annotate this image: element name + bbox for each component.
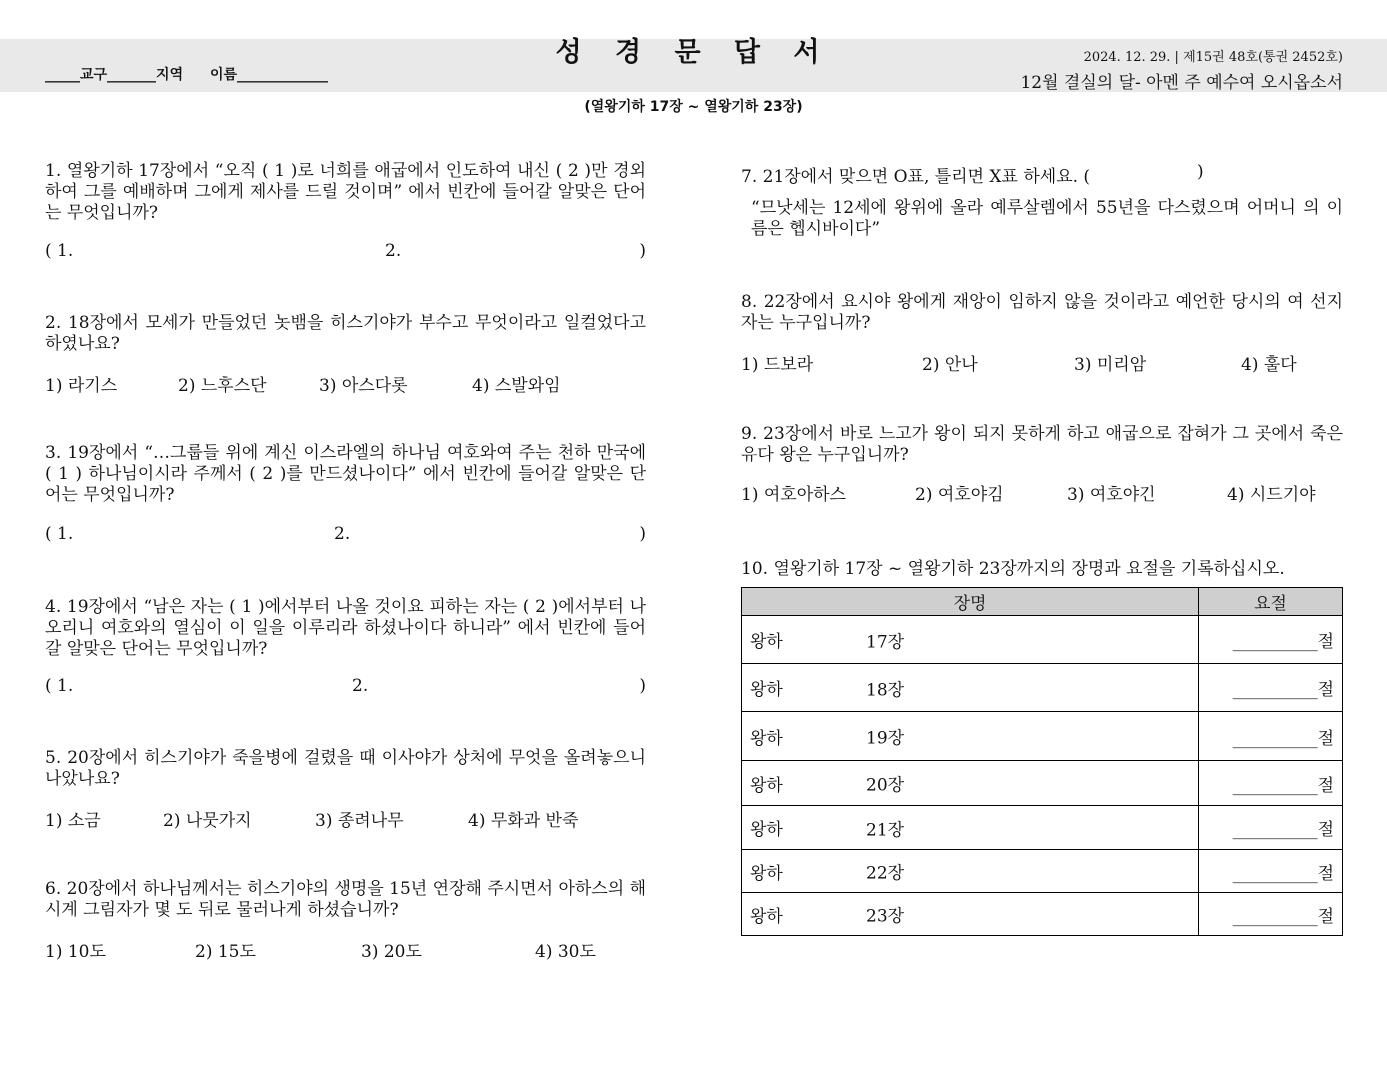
option: 2) 안나 xyxy=(922,355,978,375)
question-1: 1. 열왕기하 17장에서 “오직 ( 1 )로 너희를 애굽에서 인도하여 내신 ( 2 )만 경외하여 그를 예배하며 그에게 제사를 드릴 것이며” 에서 빈칸에 들어갈 알맞은 단어는 무엇입니까? xyxy=(45,161,646,223)
question-10 xyxy=(741,554,1343,579)
option: 3) 아스다롯 xyxy=(319,376,408,396)
table-row xyxy=(742,850,1343,893)
month-motto: 12월 결실의 달- 아멘 주 예수여 오시옵소서 xyxy=(1020,73,1343,93)
table-row xyxy=(742,664,1343,712)
option: 1) 여호아하스 xyxy=(741,485,846,505)
chapter-cell xyxy=(742,850,1199,893)
book-name: 왕하 xyxy=(750,775,783,796)
option: 1) 10도 xyxy=(45,942,106,962)
chapter-number: 23장 xyxy=(866,906,905,927)
verse-cell[interactable]: __________절 xyxy=(1199,664,1343,712)
question-5: 5. 20장에서 히스기야가 죽을병에 걸렸을 때 이사야가 상처에 무엇을 올려놓으니 나았나요? xyxy=(45,748,646,789)
question-7 xyxy=(741,162,1343,187)
option: 3) 20도 xyxy=(361,942,422,962)
option: 1) 소금 xyxy=(45,811,101,831)
question-4: 4. 19장에서 “남은 자는 ( 1 )에서부터 나올 것이요 피하는 자는 ( 2 )에서부터 나오리니 여호와의 열심이 이 일을 이루리라 하셨나이다 하니라” 에서 빈칸에 들어갈 알맞은 단어는 무엇입니까? xyxy=(45,597,646,659)
answer-close: ) xyxy=(639,676,646,696)
page-title: 성 경 문 답 서 xyxy=(555,37,832,68)
name-fill-line xyxy=(45,64,350,84)
table-row xyxy=(742,616,1343,664)
answer-line-3 xyxy=(45,524,646,546)
option: 2) 나뭇가지 xyxy=(163,811,252,831)
option: 4) 30도 xyxy=(535,942,596,962)
answer-line-1 xyxy=(45,241,646,263)
options-8 xyxy=(741,350,1343,375)
answer-open: ( 1. xyxy=(45,524,74,544)
answer-line-4 xyxy=(45,676,646,698)
issue-date: 2024. 12. 29. | 제15권 48호(통권 2452호) xyxy=(1083,50,1343,65)
chapter-cell xyxy=(742,806,1199,850)
option: 4) 스발와임 xyxy=(472,376,561,396)
table-row xyxy=(742,712,1343,761)
options-9 xyxy=(741,480,1343,505)
question-10-text: 10. 열왕기하 17장 ~ 열왕기하 23장까지의 장명과 요절을 기록하십시오. xyxy=(741,559,1285,579)
option: 3) 종려나무 xyxy=(315,811,404,831)
verse-cell[interactable]: __________절 xyxy=(1199,616,1343,664)
book-name: 왕하 xyxy=(750,680,783,700)
options-2 xyxy=(45,371,646,396)
chapter-number: 20장 xyxy=(866,775,905,796)
verse-cell[interactable]: __________절 xyxy=(1199,893,1343,936)
option: 1) 드보라 xyxy=(741,355,814,375)
question-6: 6. 20장에서 하나님께서는 히스기야의 생명을 15년 연장해 주시면서 아하스의 해시계 그림자가 몇 도 뒤로 물러나게 하셨습니까? xyxy=(45,879,646,920)
table-row xyxy=(742,893,1343,936)
book-name: 왕하 xyxy=(750,820,783,840)
table-row xyxy=(742,806,1343,850)
question-3: 3. 19장에서 “…그룹들 위에 계신 이스라엘의 하나님 여호와여 주는 천하 만국에 ( 1 ) 하나님이시라 주께서 ( 2 )를 만드셨나이다” 에서 빈칸에 들어갈 알맞은 단어는 무엇입니까? xyxy=(45,443,646,505)
option: 1) 라기스 xyxy=(45,376,118,396)
question-2: 2. 18장에서 모세가 만들었던 놋뱀을 히스기야가 부수고 무엇이라고 일컬었다고 하였나요? xyxy=(45,313,646,354)
question-7-close: ) xyxy=(1197,162,1204,182)
option: 2) 15도 xyxy=(195,942,256,962)
answer-mid: 2. xyxy=(334,524,351,544)
options-6 xyxy=(45,937,646,962)
verse-cell[interactable]: __________절 xyxy=(1199,761,1343,806)
question-9: 9. 23장에서 바로 느고가 왕이 되지 못하게 하고 애굽으로 잡혀가 그 곳에서 죽은 유다 왕은 누구입니까? xyxy=(741,424,1343,465)
chapter-number: 22장 xyxy=(866,863,905,884)
answer-open: ( 1. xyxy=(45,241,74,261)
table-header-chapter: 장명 xyxy=(742,588,1199,616)
option: 2) 느후스단 xyxy=(178,376,267,396)
book-name: 왕하 xyxy=(750,906,783,927)
book-name: 왕하 xyxy=(750,863,783,884)
chapter-range: (열왕기하 17장 ~ 열왕기하 23장) xyxy=(584,99,803,115)
answer-mid: 2. xyxy=(385,241,402,261)
chapter-cell xyxy=(742,616,1199,664)
option: 4) 무화과 반죽 xyxy=(468,811,579,831)
option: 4) 훌다 xyxy=(1241,355,1297,375)
table-header-row xyxy=(742,588,1343,616)
question-7-text: 7. 21장에서 맞으면 O표, 틀리면 X표 하세요. ( xyxy=(741,167,1091,187)
book-name: 왕하 xyxy=(750,728,783,749)
verse-cell[interactable]: __________절 xyxy=(1199,806,1343,850)
option: 3) 미리암 xyxy=(1074,355,1147,375)
option: 2) 여호야김 xyxy=(915,485,1004,505)
chapter-number: 19장 xyxy=(866,728,905,749)
table-row xyxy=(742,761,1343,806)
chapter-cell xyxy=(742,761,1199,806)
chapter-number: 18장 xyxy=(866,680,905,700)
question-8: 8. 22장에서 요시야 왕에게 재앙이 임하지 않을 것이라고 예언한 당시의 여 선지자는 누구입니까? xyxy=(741,292,1343,333)
chapter-cell xyxy=(742,712,1199,761)
verse-cell[interactable]: __________절 xyxy=(1199,712,1343,761)
options-5 xyxy=(45,806,646,831)
district-field: _____교구_______지역 xyxy=(45,67,184,83)
chapter-cell xyxy=(742,893,1199,936)
chapter-number: 17장 xyxy=(866,632,905,652)
book-name: 왕하 xyxy=(750,632,783,652)
option: 4) 시드기야 xyxy=(1227,485,1316,505)
chapter-verse-table xyxy=(741,587,1343,936)
answer-close: ) xyxy=(639,241,646,261)
answer-close: ) xyxy=(639,524,646,544)
table-header-verse: 요절 xyxy=(1199,588,1343,616)
answer-open: ( 1. xyxy=(45,676,74,696)
option: 3) 여호야긴 xyxy=(1067,485,1156,505)
chapter-number: 21장 xyxy=(866,820,905,840)
question-7-quote: “므낫세는 12세에 왕위에 올라 예루살렘에서 55년을 다스렸으며 어머니 의 이름은 헵시바이다” xyxy=(751,198,1343,239)
verse-cell[interactable]: __________절 xyxy=(1199,850,1343,893)
name-field: 이름_____________ xyxy=(209,67,329,83)
answer-mid: 2. xyxy=(352,676,369,696)
chapter-cell xyxy=(742,664,1199,712)
